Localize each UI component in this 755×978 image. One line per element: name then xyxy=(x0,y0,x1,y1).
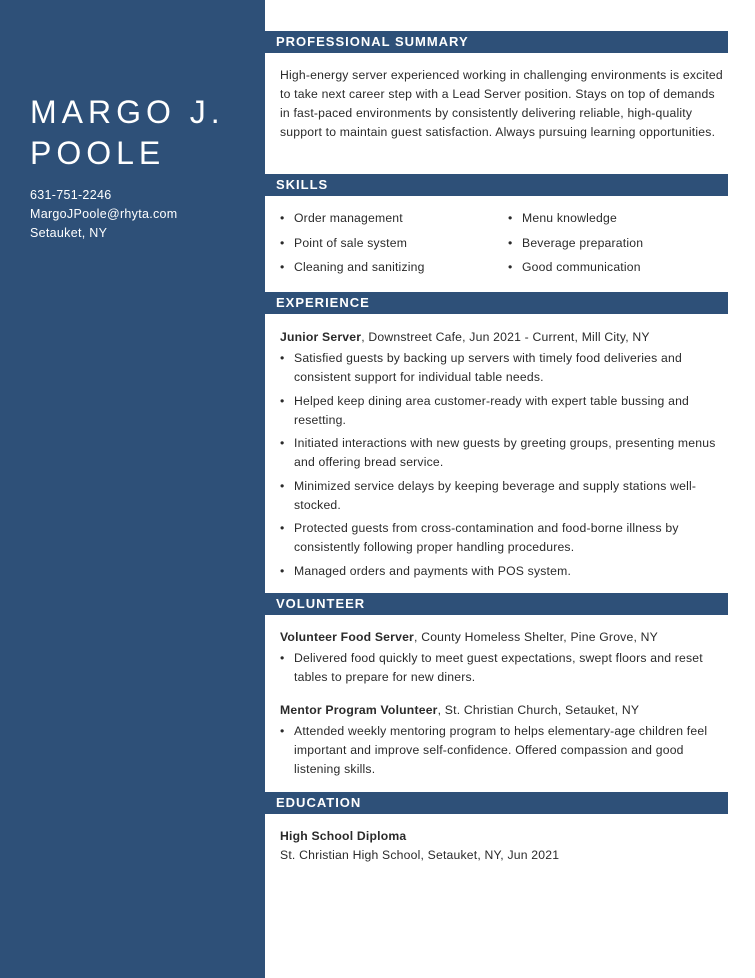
volunteer-entry-1 xyxy=(280,628,728,692)
summary-heading: PROFESSIONAL SUMMARY xyxy=(265,31,728,53)
education-section xyxy=(280,827,728,865)
skill-item: • Menu knowledge xyxy=(508,209,728,228)
skill-item: • Point of sale system xyxy=(280,234,508,253)
job-bullet: • Protected guests from cross-contamination and food-borne illness by consistently following proper handling procedures. xyxy=(280,519,728,557)
job-details: , Downstreet Cafe, Jun 2021 - Current, Mill City, NY xyxy=(361,330,650,344)
volunteer-details: , County Homeless Shelter, Pine Grove, NY xyxy=(414,630,658,644)
candidate-name xyxy=(30,92,255,174)
volunteer-bullets xyxy=(280,722,728,779)
name-line-2: POOLE xyxy=(30,135,166,171)
job-bullet: • Satisfied guests by backing up servers with timely food deliveries and consistent support for individual table needs. xyxy=(280,349,728,387)
degree: High School Diploma xyxy=(280,829,407,843)
skill-item: • Good communication xyxy=(508,258,728,277)
email-address: MargoJPoole@rhyta.com xyxy=(30,207,178,221)
volunteer-bullet: • Delivered food quickly to meet guest expectations, swept floors and reset tables to prepare for new diners. xyxy=(280,649,728,687)
job-bullets xyxy=(280,349,728,581)
sidebar xyxy=(0,0,265,978)
skill-item: • Order management xyxy=(280,209,508,228)
volunteer-heading: VOLUNTEER xyxy=(265,593,728,615)
volunteer-entry-header xyxy=(280,628,728,647)
volunteer-entry-2 xyxy=(280,701,728,784)
name-line-1: MARGO J. xyxy=(30,94,225,130)
skills-heading: SKILLS xyxy=(265,174,728,196)
summary-section xyxy=(280,66,728,142)
job-bullet: • Helped keep dining area customer-ready with expert table bussing and resetting. xyxy=(280,392,728,430)
summary-text: High-energy server experienced working in challenging environments is excited to take next career step with a Lead Server position. Stays on top of demands in fast-paced environments by consistently delivering reliable, high-quality support to maintain guest satisfaction. Always pursuing learning opportunities. xyxy=(280,68,723,139)
volunteer-entry-header xyxy=(280,701,728,720)
phone-number: 631-751-2246 xyxy=(30,188,112,202)
education-heading: EDUCATION xyxy=(265,792,728,814)
volunteer-bullet: • Attended weekly mentoring program to helps elementary-age children feel important and improve self-confidence. Offered compassion and good listening skills. xyxy=(280,722,728,779)
location: Setauket, NY xyxy=(30,226,108,240)
job-title: Junior Server xyxy=(280,330,362,344)
contact-info xyxy=(30,186,178,243)
volunteer-bullets xyxy=(280,649,728,687)
skill-item: • Cleaning and sanitizing xyxy=(280,258,508,277)
volunteer-title: Volunteer Food Server xyxy=(280,630,415,644)
skills-list xyxy=(280,209,728,277)
school-details: St. Christian High School, Setauket, NY, Jun 2021 xyxy=(280,848,560,862)
volunteer-details: , St. Christian Church, Setauket, NY xyxy=(437,703,640,717)
job-bullet: • Initiated interactions with new guests by greeting groups, presenting menus and offering bread service. xyxy=(280,434,728,472)
job-bullet: • Minimized service delays by keeping beverage and supply stations well-stocked. xyxy=(280,477,728,515)
job-bullet: • Managed orders and payments with POS system. xyxy=(280,562,728,581)
skill-item: • Beverage preparation xyxy=(508,234,728,253)
volunteer-title: Mentor Program Volunteer xyxy=(280,703,438,717)
experience-section xyxy=(280,328,728,585)
experience-heading: EXPERIENCE xyxy=(265,292,728,314)
job-entry-header xyxy=(280,328,728,347)
